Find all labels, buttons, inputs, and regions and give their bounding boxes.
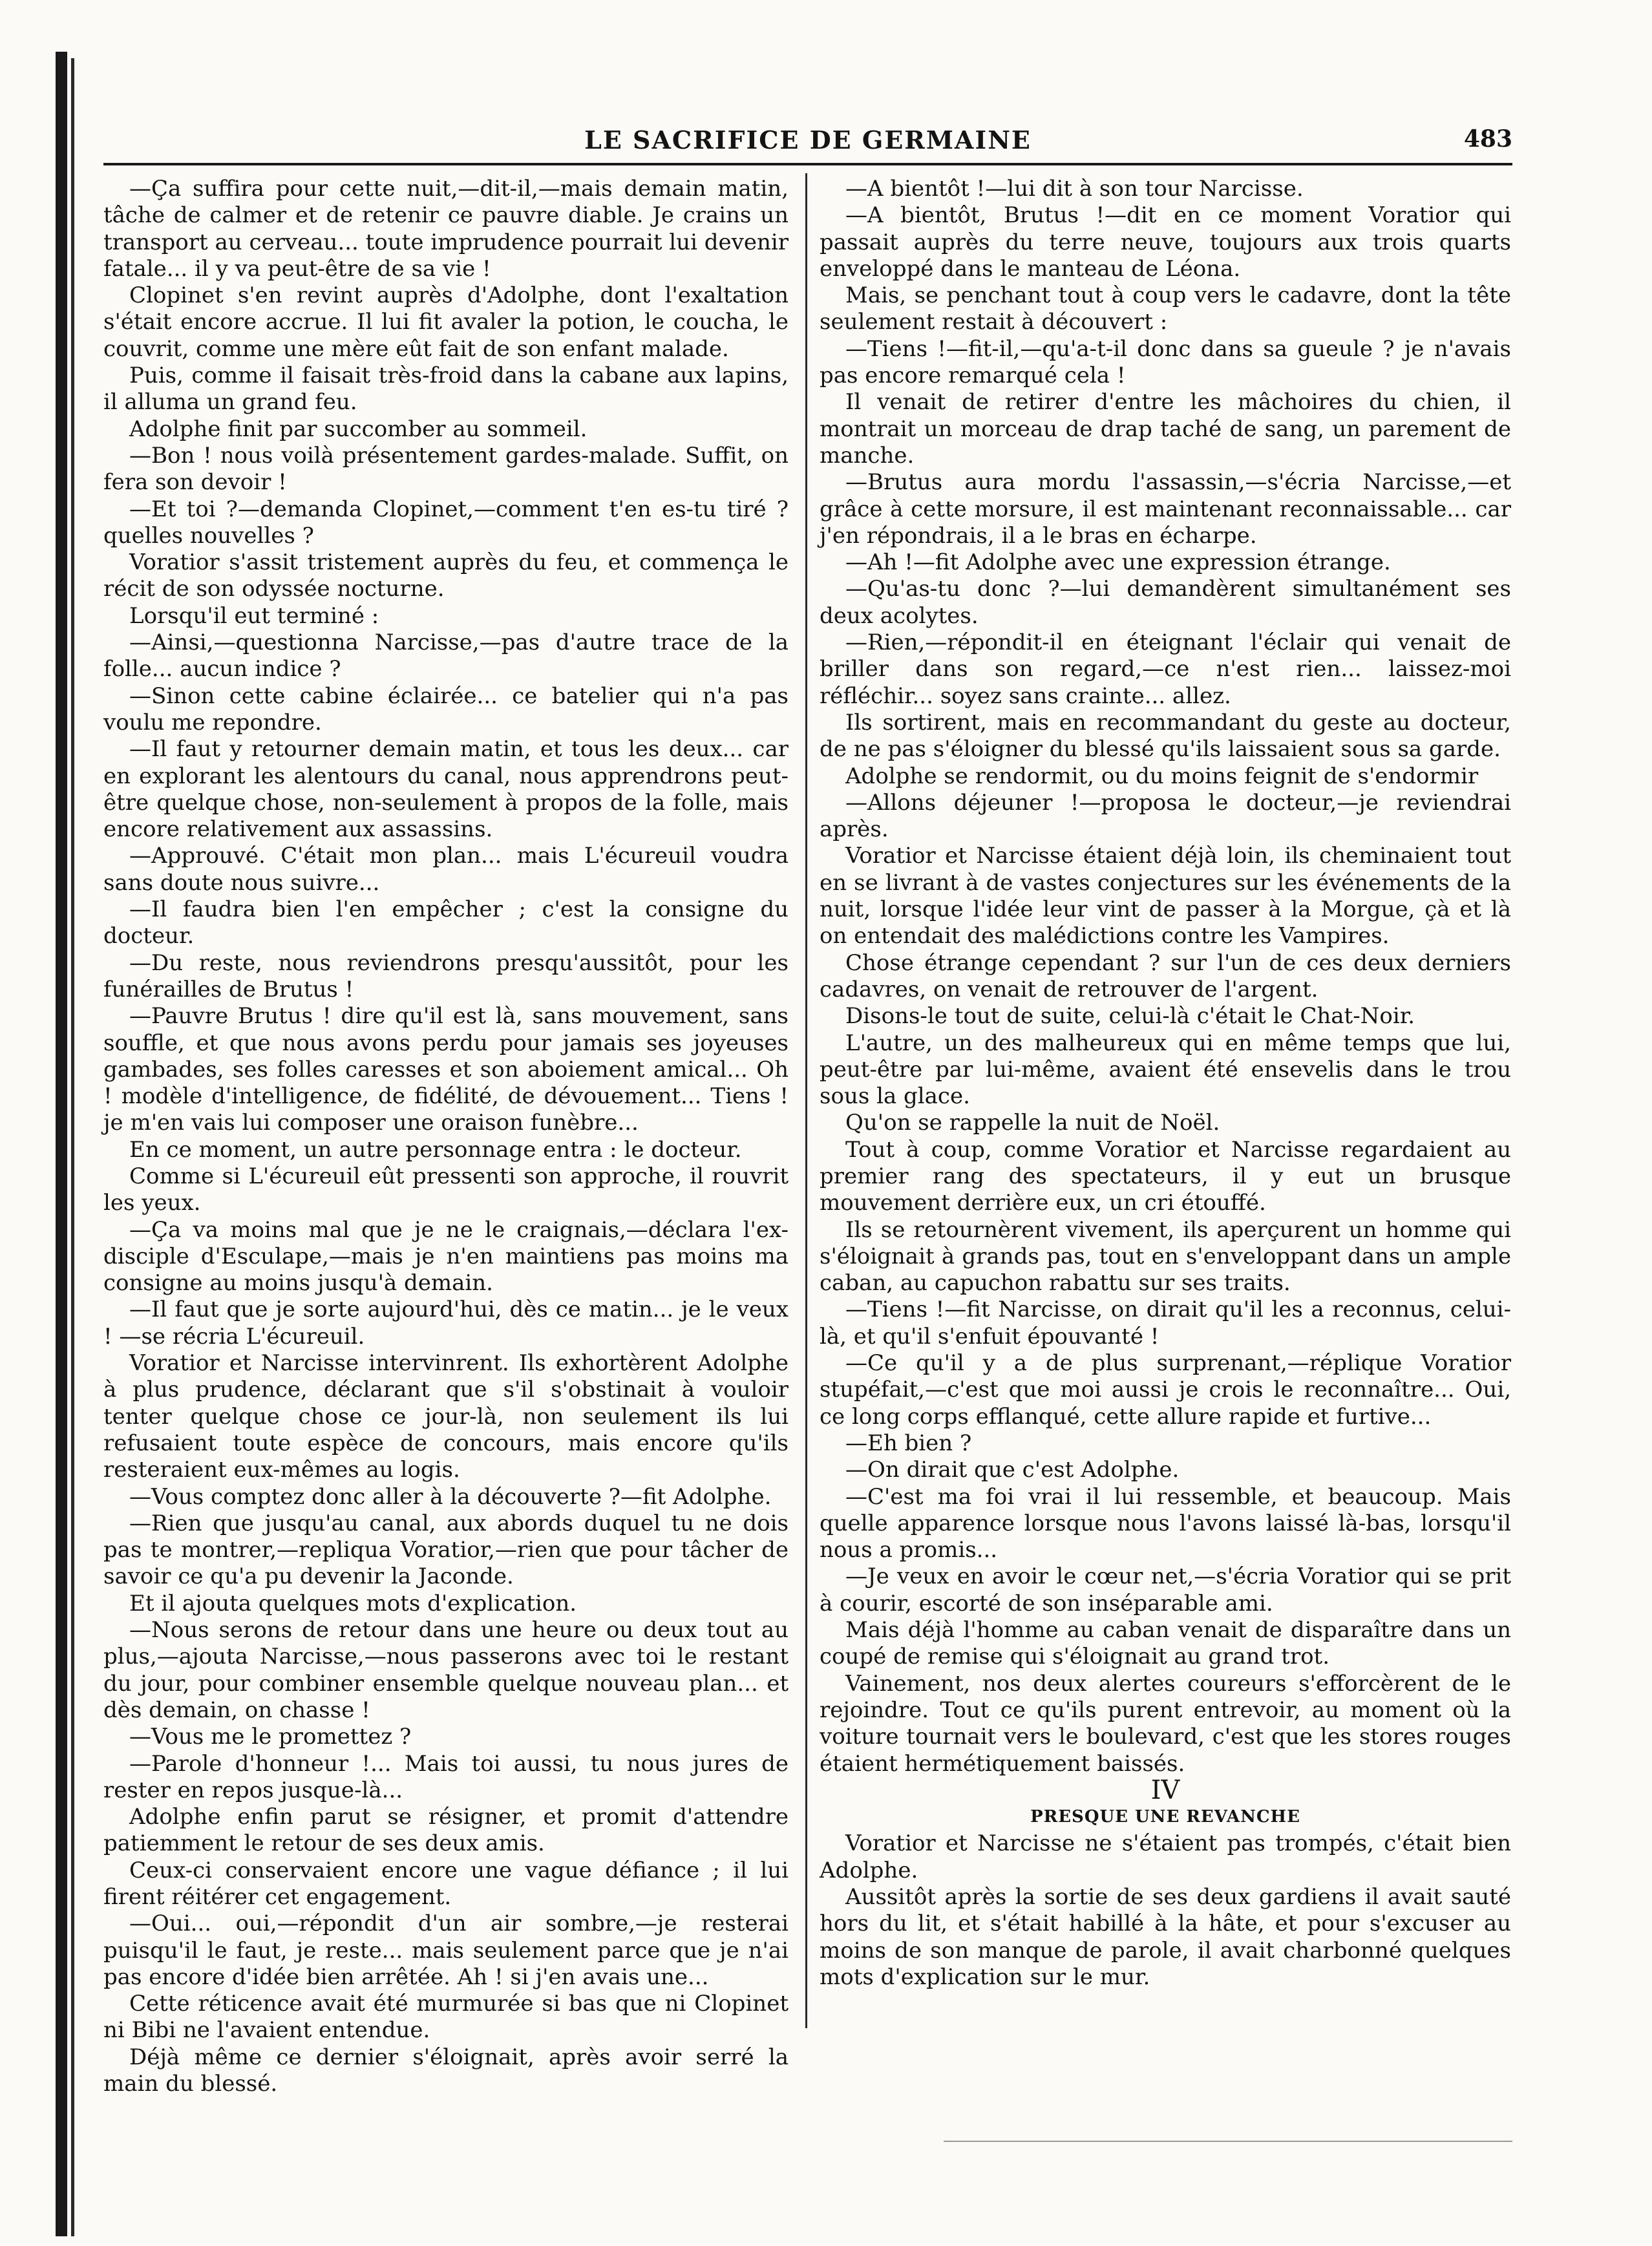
paragraph: L'autre, un des malheureux qui en même temps que lui, peut-être par lui-même, avaient été ensevelis dans le trou sous la glace. xyxy=(820,1030,1511,1110)
paragraph: Ils sortirent, mais en recommandant du geste au docteur, de ne pas s'éloigner du blessé qu'ils laissaient sous sa garde. xyxy=(820,709,1511,763)
chapter-title: PRESQUE UNE REVANCHE xyxy=(1030,1807,1300,1827)
paragraph: Déjà même ce dernier s'éloignait, après avoir serré la main du blessé. xyxy=(103,2044,789,2097)
running-title: LE SACRIFICE DE GERMAINE xyxy=(584,125,1032,154)
paragraph: —Il faut y retourner demain matin, et tous les deux... car en explorant les alentours du canal, nous apprendrons peut-être quelque chose, non-seulement à propos de la folle, mais encore relativement aux assassins. xyxy=(103,736,789,843)
paragraph: —Brutus aura mordu l'assassin,—s'écria Narcisse,—et grâce à cette morsure, il est maintenant reconnaissable... car j'en répondrais, il a le bras en écharpe. xyxy=(820,469,1511,549)
paragraph: —Du reste, nous reviendrons presqu'aussitôt, pour les funérailles de Brutus ! xyxy=(103,949,789,1002)
paragraph: —Vous comptez donc aller à la découverte ?—fit Adolphe. xyxy=(129,1483,772,1510)
paragraph: —Rien,—répondit-il en éteignant l'éclair qui venait de briller dans son regard,—ce n'est rien... laissez-moi réfléchir... soyez sans crainte... allez. xyxy=(820,630,1511,709)
paragraph: —Tiens !—fit Narcisse, on dirait qu'il les a reconnus, celui-là, et qu'il s'enfuit épouvanté ! xyxy=(820,1297,1511,1350)
page-number: 483 xyxy=(1463,125,1512,153)
paragraph: —Ça suffira pour cette nuit,—dit-il,—mais demain matin, tâche de calmer et de retenir ce pauvre diable. Je crains un transport au cerveau... toute imprudence pourrait lui devenir fatale... il y va peut-être de sa vie ! xyxy=(103,176,789,282)
paragraph: —Ce qu'il y a de plus surprenant,—réplique Voratior stupéfait,—c'est que moi aussi je crois le reconnaître... Oui, ce long corps efflanqué, cette allure rapide et furtive... xyxy=(820,1350,1511,1430)
paragraph: Adolphe enfin parut se résigner, et promit d'attendre patiemment le retour de ses deux amis. xyxy=(103,1804,789,1857)
paragraph: —Ah !—fit Adolphe avec une expression étrange. xyxy=(845,549,1391,576)
paragraph: Comme si L'écureuil eût pressenti son approche, il rouvrit les yeux. xyxy=(103,1163,789,1216)
paragraph: —Allons déjeuner !—proposa le docteur,—je reviendrai après. xyxy=(820,789,1511,843)
chapter-number: IV xyxy=(1150,1775,1180,1805)
right-column xyxy=(820,176,1511,1991)
paragraph: Voratior et Narcisse ne s'étaient pas trompés, c'était bien Adolphe. xyxy=(820,1830,1511,1883)
paragraph: —Bon ! nous voilà présentement gardes-malade. Suffit, on fera son devoir ! xyxy=(103,442,789,496)
paragraph: —Sinon cette cabine éclairée... ce batelier qui n'a pas voulu me repondre. xyxy=(103,683,789,736)
paragraph: —Ça va moins mal que je ne le craignais,—déclara l'ex-disciple d'Esculape,—mais je n'en maintiens pas moins ma consigne au moins jusqu'à demain. xyxy=(103,1216,789,1297)
paragraph: —Qu'as-tu donc ?—lui demandèrent simultanément ses deux acolytes. xyxy=(820,576,1511,629)
left-column xyxy=(103,176,789,2097)
paragraph: Aussitôt après la sortie de ses deux gardiens il avait sauté hors du lit, et s'était habillé à la hâte, et pour s'excuser au moins de son manque de parole, il avait charbonné quelques mots d'explication sur le mur. xyxy=(820,1884,1511,1990)
paragraph: Disons-le tout de suite, celui-là c'était le Chat-Noir. xyxy=(845,1003,1415,1030)
paragraph: —Nous serons de retour dans une heure ou deux tout au plus,—ajouta Narcisse,—nous passerons avec toi le restant du jour, pour combiner ensemble quelque nouveau plan... et dès demain, on chasse ! xyxy=(103,1617,789,1723)
paragraph: —Il faut que je sorte aujourd'hui, dès ce matin... je le veux ! —se récria L'écureuil. xyxy=(103,1297,789,1350)
paragraph: Ils se retournèrent vivement, ils aperçurent un homme qui s'éloignait à grands pas, tout en s'enveloppant dans un ample caban, au capuchon rabattu sur ses traits. xyxy=(820,1216,1511,1297)
paragraph: Lorsqu'il eut terminé : xyxy=(129,602,379,629)
paragraph: Mais, se penchant tout à coup vers le cadavre, dont la tête seulement restait à découvert : xyxy=(820,282,1511,335)
paragraph: —Oui... oui,—répondit d'un air sombre,—je resterai puisqu'il le faut, je reste... mais seulement parce que je n'ai pas encore d'idée bien arrêtée. Ah ! si j'en avais une... xyxy=(103,1911,789,1990)
page-header xyxy=(103,120,1512,159)
paragraph: Ceux-ci conservaient encore une vague défiance ; il lui firent réitérer cet engagement. xyxy=(103,1857,789,1910)
paragraph: —Eh bien ? xyxy=(845,1430,972,1456)
paragraph: —Et toi ?—demanda Clopinet,—comment t'en es-tu tiré ? quelles nouvelles ? xyxy=(103,496,789,549)
paragraph: Cette réticence avait été murmurée si bas que ni Clopinet ni Bibi ne l'avaient entendue. xyxy=(103,1991,789,2044)
paragraph: Mais déjà l'homme au caban venait de disparaître dans un coupé de remise qui s'éloignait au grand trot. xyxy=(820,1617,1511,1670)
paragraph: Chose étrange cependant ? sur l'un de ces deux derniers cadavres, on venait de retrouver de l'argent. xyxy=(820,949,1511,1002)
paragraph: Voratior et Narcisse étaient déjà loin, ils cheminaient tout en se livrant à de vastes conjectures sur les événements de la nuit, lorsque l'idée leur vint de passer à la Morgue, çà et là on entendait des malédictions contre les Vampires. xyxy=(820,843,1511,949)
paragraph: —A bientôt !—lui dit à son tour Narcisse. xyxy=(845,176,1304,202)
paragraph: Tout à coup, comme Voratior et Narcisse regardaient au premier rang des spectateurs, il y eut un brusque mouvement derrière eux, un cri étouffé. xyxy=(820,1136,1511,1216)
paragraph: —Approuvé. C'était mon plan... mais L'écureuil voudra sans doute nous suivre... xyxy=(103,843,789,896)
paragraph: Il venait de retirer d'entre les mâchoires du chien, il montrait un morceau de drap taché de sang, un parement de manche. xyxy=(820,389,1511,469)
column-divider xyxy=(805,173,807,2028)
paragraph: —Pauvre Brutus ! dire qu'il est là, sans mouvement, sans souffle, et que nous avons perdu pour jamais ses joyeuses gambades, ses folles caresses et son aboiement amical... Oh ! modèle d'intelligence, de fidélité, de dévouement... Tiens ! je m'en vais lui composer une oraison funèbre... xyxy=(103,1003,789,1136)
paragraph: —Rien que jusqu'au canal, aux abords duquel tu ne dois pas te montrer,—repliqua Voratior,—rien que pour tâcher de savoir ce qu'a pu devenir la Jaconde. xyxy=(103,1510,789,1590)
paragraph: Qu'on se rappelle la nuit de Noël. xyxy=(845,1110,1220,1136)
binding-edge xyxy=(56,52,67,2236)
paragraph: Adolphe se rendormit, ou du moins feignit de s'endormir xyxy=(845,763,1479,789)
header-rule xyxy=(103,163,1512,165)
paragraph: —A bientôt, Brutus !—dit en ce moment Voratior qui passait auprès du terre neuve, toujours aux trois quarts enveloppé dans le manteau de Léona. xyxy=(820,202,1511,282)
paragraph: —C'est ma foi vrai il lui ressemble, et beaucoup. Mais quelle apparence lorsque nous l'avons laissé là-bas, lorsqu'il nous a promis... xyxy=(820,1483,1511,1563)
paragraph: En ce moment, un autre personnage entra : le docteur. xyxy=(129,1136,742,1163)
paragraph: Vainement, nos deux alertes coureurs s'efforcèrent de le rejoindre. Tout ce qu'ils purent entrevoir, au moment où la voiture tournait vers le boulevard, c'est que les stores rouges étaient hermétiquement baissés. xyxy=(820,1670,1511,1777)
paragraph: Puis, comme il faisait très-froid dans la cabane aux lapins, il alluma un grand feu. xyxy=(103,363,789,416)
paragraph: —Je veux en avoir le cœur net,—s'écria Voratior qui se prit à courir, escorté de son inséparable ami. xyxy=(820,1563,1511,1616)
paragraph: —Il faudra bien l'en empêcher ; c'est la consigne du docteur. xyxy=(103,896,789,949)
paragraph: —Tiens !—fit-il,—qu'a-t-il donc dans sa gueule ? je n'avais pas encore remarqué cela ! xyxy=(820,335,1511,389)
right-column-paragraphs xyxy=(820,176,1511,1777)
binding-edge-inner xyxy=(71,58,74,2236)
faded-line xyxy=(944,2141,1512,2142)
paragraph: Clopinet s'en revint auprès d'Adolphe, dont l'exaltation s'était encore accrue. Il lui fit avaler la potion, le coucha, le couvrit, comme une mère eût fait de son enfant malade. xyxy=(103,282,789,362)
paragraph: —Ainsi,—questionna Narcisse,—pas d'autre trace de la folle... aucun indice ? xyxy=(103,630,789,683)
paragraph: —On dirait que c'est Adolphe. xyxy=(845,1457,1180,1483)
paragraph: Adolphe finit par succomber au sommeil. xyxy=(129,416,588,442)
chapter-opening-paragraphs xyxy=(820,1830,1511,1991)
paragraph: Et il ajouta quelques mots d'explication. xyxy=(129,1590,577,1616)
paragraph: —Vous me le promettez ? xyxy=(129,1724,412,1750)
paragraph: Voratior et Narcisse intervinrent. Ils exhortèrent Adolphe à plus prudence, déclarant que s'il s'obstinait à vouloir tenter quelque chose ce jour-là, non seulement ils lui refusaient toute espèce de concours, mais encore qu'ils resteraient eux-mêmes au logis. xyxy=(103,1350,789,1483)
paragraph: —Parole d'honneur !... Mais toi aussi, tu nous jures de rester en repos jusque-là... xyxy=(103,1750,789,1803)
paragraph: Voratior s'assit tristement auprès du feu, et commença le récit de son odyssée nocturne. xyxy=(103,549,789,602)
